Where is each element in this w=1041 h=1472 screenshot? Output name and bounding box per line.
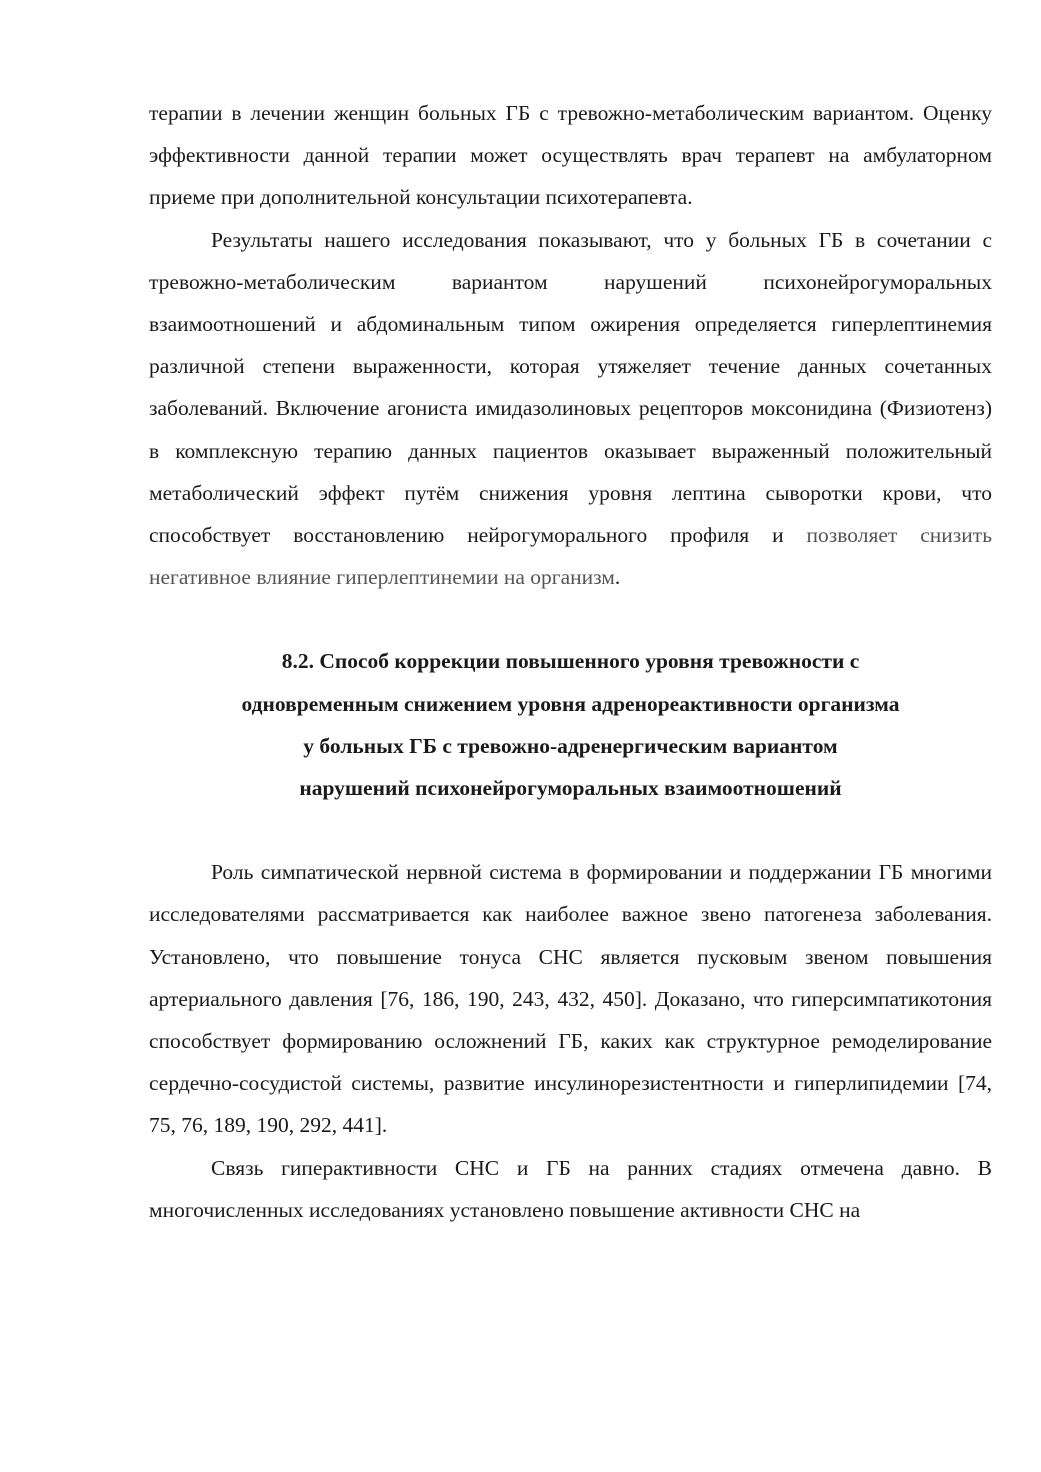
paragraph-therapy-continuation: терапии в лечении женщин больных ГБ с тревожно-метаболическим вариантом. Оценку эффективности данной терапии может осуществлять врач терапевт на амбулаторном приеме при дополнительной консультации психотерапевта. <box>149 101 992 210</box>
section-heading-line-3: у больных ГБ с тревожно-адренергическим вариантом <box>303 733 838 758</box>
section-heading-line-2: одновременным снижением уровня адренореактивности организма <box>241 691 900 716</box>
document-page <box>149 92 992 1231</box>
study-results-period: . <box>614 565 621 590</box>
section-heading <box>149 640 992 809</box>
section-heading-line-4: нарушений психонейрогуморальных взаимоотношений <box>299 776 842 801</box>
paragraph-study-results <box>149 219 992 599</box>
section-heading-line-1: 8.2. Способ коррекции повышенного уровня тревожности с <box>281 649 860 674</box>
study-results-faded-text: позволяет снизить негативное влияние гиперлептинемии на организм <box>149 523 992 590</box>
paragraph-sympathetic-role: Роль симпатической нервной система в формировании и поддержании ГБ многими исследователями рассматривается как наиболее важное звено патогенеза заболевания. Установлено, что повышение тонуса СНС является пусковым звеном повышения артериального давления [76, 186, 190, 243, 432, 450]. Доказано, что гиперсимпатикотония способствует формированию осложнений ГБ, каких как структурное ремоделирование сердечно-сосудистой системы, развитие инсулинорезистентности и гиперлипидемии [74, 75, 76, 189, 190, 292, 441]. <box>149 860 992 1138</box>
paragraph-sns-hyperactivity: Связь гиперактивности СНС и ГБ на ранних стадиях отмечена давно. В многочисленных исследованиях установлено повышение активности СНС на <box>149 1155 992 1222</box>
study-results-text: Результаты нашего исследования показывают, что у больных ГБ в сочетании с тревожно-метаболическим вариантом нарушений психонейрогуморальных взаимоотношений и абдоминальным типом ожирения определяется гиперлептинемия различной степени выраженности, которая утяжеляет течение данных сочетанных заболеваний. Включение агониста имидазолиновых рецепторов моксонидина (Физиотенз) в комплексную терапию данных пациентов оказывает выраженный положительный метаболический эффект путём снижения уровня лептина сыворотки крови, что способствует восстановлению нейрогуморального профиля и <box>149 227 992 548</box>
